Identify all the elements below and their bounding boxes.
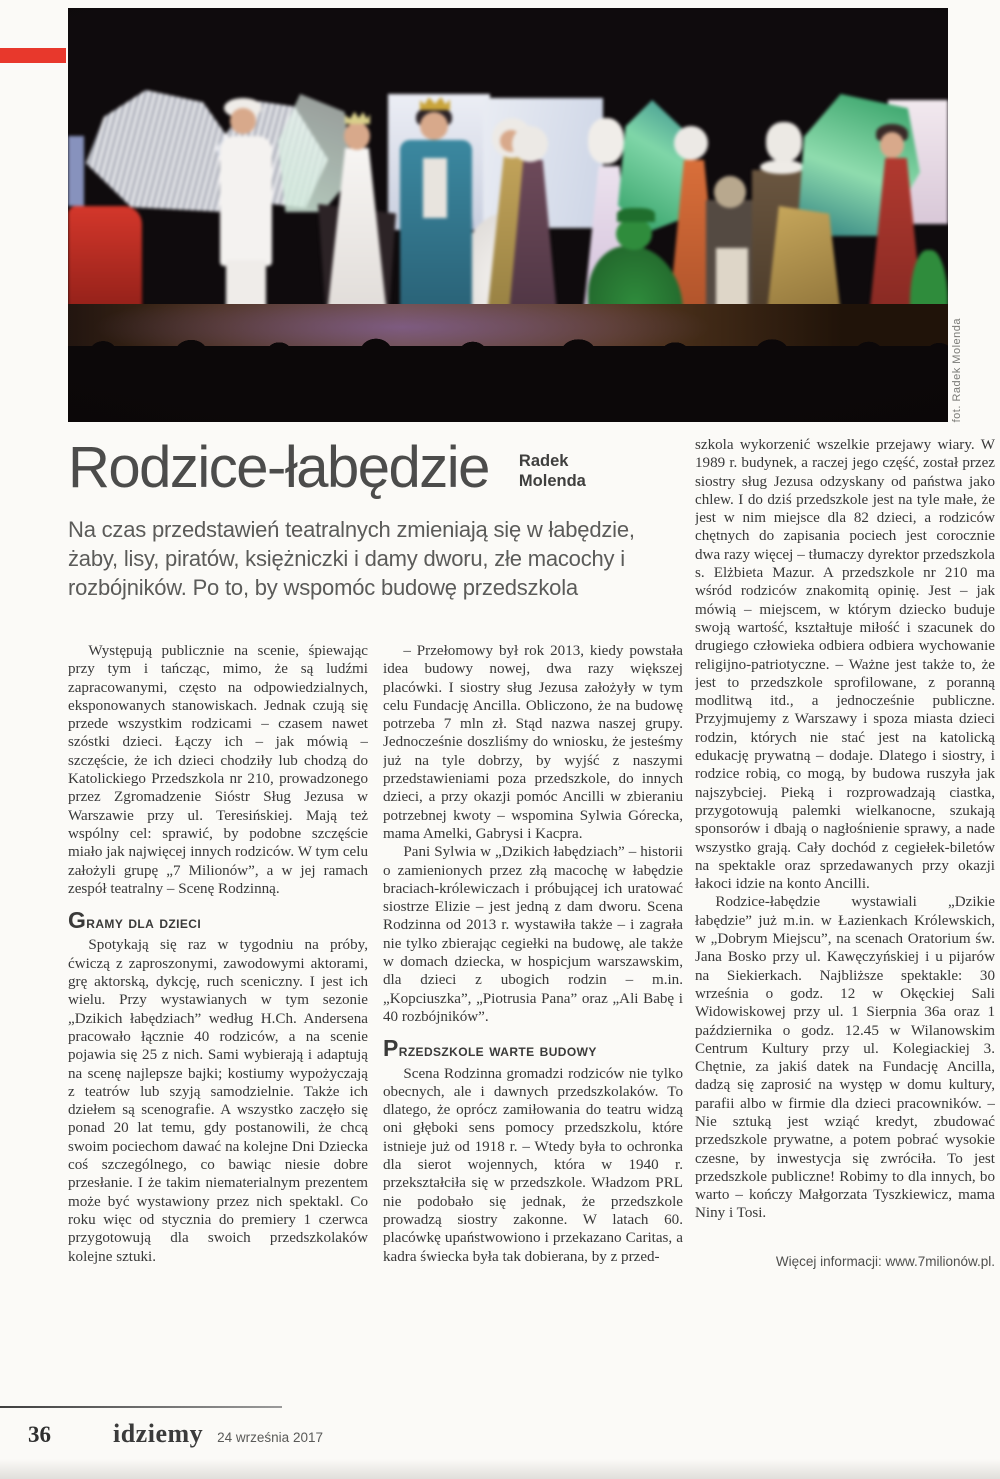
footer-rule — [0, 1406, 282, 1408]
photo-musketeer-body — [752, 170, 812, 348]
photo-swan-wing-right — [216, 100, 328, 208]
photo-swan-man-shoes — [218, 308, 272, 318]
photo-audience-silhouettes — [68, 346, 948, 422]
photo-swan-man-wig — [224, 98, 262, 118]
photo-swan-man-body — [220, 136, 272, 266]
photo-gold-lady-wig — [492, 118, 532, 158]
photo-credit: fot. Radek Molenda — [951, 318, 963, 423]
photo-backdrop-pink — [888, 100, 948, 224]
photo-lady-red-hair — [876, 124, 908, 142]
photo-backdrop-arch — [388, 94, 490, 230]
article-paragraph: Rodzice-łabędzie wystawiali „Dzikie łabędzie” już m.in. w Łazienkach Królewskich, w „Dobrym Miejscu”, na scenach Oratorium św. Jana Bosko przy ul. Kawęczyńskiej i u pijarów na Siekierkach. Najbliższe spektakle: 30 września o godz. 12 w Okęckiej Sali Widowiskowej przy ul. 1 Sierpnia 36a oraz 1 października o godz. 12.45 w Wilanowskim Centrum Kultury przy ul. Kolegiackiej 3. Chętnie, za jakiś datek na Fundację Ancilla, dadzą się zaprosić na występ w domu kultury, parafii albo w firmie dla dzieci pracowników. – Nie sztuką jest wziąć kredyt, zbudować przedszkole prywatne, a potem pobrać wysokie czesne, by inwestycja się zwróciła. To jest przedszkole publiczne! Robimy to dla innych, bo warto – kończy Małgorzata Tyszkiewicz, mama Niny i Tosi. — [695, 894, 995, 1222]
photo-stage-floor — [68, 304, 948, 370]
page-footer — [0, 1406, 430, 1449]
photo-princess-dress — [324, 148, 390, 343]
issue-date: 24 września 2017 — [217, 1430, 323, 1445]
photo-lady-red-head — [880, 132, 904, 158]
text-column-3 — [695, 436, 995, 1421]
photo-babushka-body — [706, 200, 756, 348]
scan-shadow — [0, 1459, 1000, 1479]
photo-frog-figure-right — [910, 250, 948, 368]
photo-court-lady-orange — [666, 160, 722, 345]
photo-princess-head — [344, 122, 370, 150]
photo-princess-crown — [345, 111, 370, 124]
photo-green-wing-2 — [618, 100, 694, 232]
page-number: 36 — [28, 1422, 51, 1447]
section-heading: Gramy dla dzieci — [68, 907, 202, 934]
photo-red-draped-chair — [68, 206, 142, 318]
photo-court-lady-lilac-wig — [588, 118, 624, 164]
photo-babushka-scarf — [714, 176, 746, 208]
footer-row — [0, 1419, 430, 1449]
photo-court-lady-lilac — [580, 166, 638, 346]
photo-white-gown-skirt — [458, 213, 553, 353]
text-column-2 — [383, 642, 683, 1404]
photo-gold-lady-dress — [484, 156, 546, 344]
more-info-note: Więcej informacji: www.7milionów.pl. — [775, 1253, 995, 1269]
photo-frog-head — [616, 218, 652, 250]
article-paragraph: Scena Rodzinna gromadzi rodziców nie tylko obecnych, ale i dawnych przedszkolaków. To dlatego, że oprócz zamiłowania do teatru widzą oni głęboki sens pomocy przedszkolu, które istnieje już od 1918 r. – Wtedy była to ochronka dla sierot wojennych, która w 1940 r. przekształciła się w przedszkole. Władzom PRL nie podobało się jednak, że przedszkole prowadzą siostry zakonne. W latach 60. placówkę upaństwowiono i przekazano Caritas, a kadra świecka była tak dobierana, by z przed- — [383, 1065, 683, 1265]
photo-babushka-apron — [716, 248, 748, 333]
photo-gold-lady-face — [500, 130, 522, 152]
photo-lady-red-dress — [866, 158, 926, 348]
article-paragraph: Występują publicznie na scenie, śpiewając przy tym i tańcząc, mimo, że są ludźmi zapracowanymi, często na odpowiedzialnych, eksponowanych stanowiskach. Jednak czują się przede wszystkim rodzicami – czasem nawet szóstki dzieci. Łączy ich – jak mówią – szczęście, że ich dzieci chodziły lub chodzą do Katolickiego Przedszkola nr 210, prowadzonego przez Zgromadzenie Sióstr Sług Jezusa w Warszawie przy ul. Teresińskiej. Mają też wspólny cel: sprawić, by podobne szczęście miało jak najwięcej innych rodziców. W tym celu założyli grupę „7 Milionów”, a w jej ramach zespół teatralny – Scenę Rodzinną. — [68, 643, 368, 897]
photo-swan-wing-left — [86, 90, 236, 212]
photo-court-lady-floral-wig — [512, 126, 548, 162]
magazine-logo: idziemy — [113, 1419, 204, 1448]
title-row — [68, 435, 684, 500]
article-paragraph: szkola wykorzenić wszelkie przejawy wiary. W 1989 r. budynek, a raczej jego część, został przez siostry sług Jezusa odzyskany od państwa jako chlew. I do dziś przedszkole jest na tyle małe, że jest w nim miejsce dla 82 dzieci, a rodziców chętnych do zapisania pociech jest corocznie dwa razy więcej – tłumaczy dyrektor przedszkola s. Elżbieta Mazur. A przedszkole nr 210 ma wśród rodziców znakomitą opinię. Jest – jak mówią – miejscem, w którym dziecko buduje swoją wartość, kształtuje miłość i szacunek do drugiego człowieka odbiera odbiera wychowanie religijno-patriotyczne. – Ważne jest także to, że jest to przedszkole sprofilowane, z poranną modlitwą itd., a jednocześnie publiczne. Przyjmujemy z Warszawy i spoza miasta dzieci rodzin, których nie stać jest na katolicką edukację prywatną – dodaje. Dlatego i siostry, i rodzice robią, co mogą, by budowa ruszyła jak najszybciej. Pieką i rozprowadzają ciastka, przygotowują palemki wielkanocne, szukają sponsorów i dbają o nagłośnienie sprawy, a nade wszystko grają. Cały dochód z cegiełek-biletów na spektakle oraz sprzedawanych przy okazji łakoci idzie na konto Ancilli. — [695, 437, 995, 893]
section-heading: Przedszkole warte budowy — [383, 1035, 597, 1062]
article-header — [68, 435, 684, 602]
page-margin-red-mark — [0, 48, 66, 63]
photo-king-head — [420, 112, 448, 140]
stage-photo — [68, 8, 948, 422]
photo-musketeer-wig — [766, 122, 802, 162]
photo-court-lady-floral — [506, 160, 560, 345]
photo-figures-layer — [68, 8, 948, 422]
article-lead: Na czas przedstawień teatralnych zmieniają się w łabędzie, żaby, lisy, piratów, księżniczki i damy dworu, złe macochy i rozbójników. Po to, by wspomóc budowę przedszkola — [68, 516, 635, 600]
photo-musketeer-ruff — [760, 160, 804, 174]
article-paragraph: Spotykają się raz w tygodniu na próby, ćwiczą z zaproszonymi, zawodowymi aktorami, grę aktorską, dykcję, ruch sceniczny. I jest ich wielu. Przy wystawianych w tym sezonie „Dzikich łabędziach” według H.Ch. Andersena pracowało łącznie 40 rodziców, a na scenie pojawia się 25 z nich. Sami wybierają i adaptują na scenę najlepsze bajki; kostiumy wypożyczają z teatrów lub szyją samodzielnie. Także ich dziełem są scenografie. A wszystko zaczęło się ponad 20 lat temu, gdy postanowili, że chcą swoim pociechom dawać na kolejne Dni Dziecka coś szczególnego, co bawiąc niesie dobre przesłanie. I że takim niematerialnym prezentem może być wystawiony przez nich spektakl. Co roku więc od stycznia do premiery 1 czerwca przygotowują dla swoich przedszkolaków kolejne sztuki. — [68, 937, 368, 1265]
text-column-1 — [68, 642, 368, 1404]
author-byline: Radek Molenda — [518, 452, 586, 490]
photo-king-crown — [420, 96, 450, 110]
photo-dark-lace-curtain — [318, 204, 396, 322]
photo-backdrop-panel — [483, 98, 603, 228]
photo-swan-man-head — [230, 108, 256, 134]
photo-king-hair — [416, 106, 452, 128]
photo-backdrop-left — [68, 136, 84, 206]
photo-court-lady-orange-wig — [674, 126, 708, 160]
article-paragraph: Pani Sylwia w „Dzikich łabędziach” – historii o zamienionych przez złą macochę w łabędzie braciach-królewiczach i próbującej ich uratować siostrze Elizie – jest jedną z dam dworu. Scena Rodzinna od 2013 r. wystawiła także – i zagrała nie tylko zbierając cegiełki na budowę, ale także w domach dziecka, w hospicjum warszawskim, dla dzieci z ubogich rodzin – m.in. „Kopciuszka”, „Piotrusia Pana” oraz „Ali Babę i 40 rozbójników”. — [383, 844, 683, 1025]
photo-frog-hat — [617, 208, 655, 222]
photo-green-wing-1 — [278, 94, 352, 212]
photo-chair-leg — [96, 316, 106, 370]
page-title: Rodzice-łabędzie — [68, 435, 489, 500]
article-paragraph: – Przełomowy był rok 2013, kiedy powstała idea budowy nowej, dwa razy większej placówki. I siostry sług Jezusa założyły w tym celu Fundację Ancilla. Obliczono, że na budowę potrzeba 7 mln zł. Stąd nazwa naszej grupy. Jednocześnie doszliśmy do wniosku, że jesteśmy już na tyle dobrzy, by wyjść z naszymi przedstawieniami poza przedszkole, do innych dzieci, a przy okazji pomóc Ancilli w zbieraniu potrzebnej kwoty – wspomina Sylwia Górecka, mama Amelki, Gabrysi i Kacpra. — [383, 643, 683, 842]
photo-swan-man-legs — [226, 260, 266, 312]
photo-king-chest — [423, 158, 447, 218]
photo-gold-cloak-figure — [762, 206, 846, 358]
photo-frog-figure-kneeling — [588, 246, 683, 366]
photo-green-wing-3 — [798, 94, 920, 236]
photo-king-body — [400, 140, 472, 312]
